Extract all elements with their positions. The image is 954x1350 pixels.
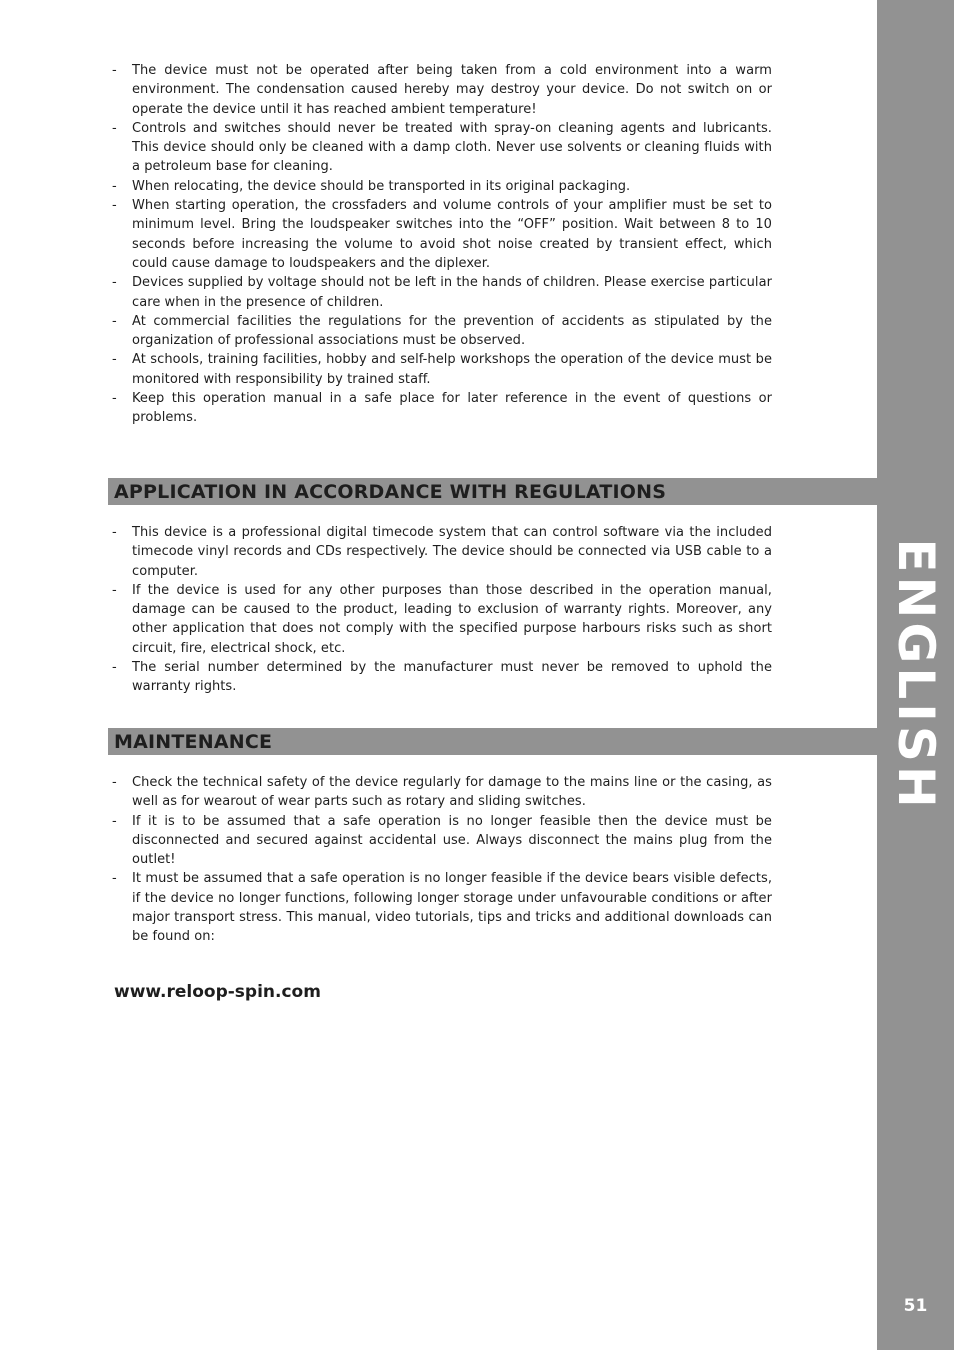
- list-item: - The device must not be operated after being taken from a cold environment into a warm environment. The condensation caused hereby may destroy your device. Do not switch on or operate the device until it has reached ambient temperature!: [112, 63, 772, 117]
- list-item: - Devices supplied by voltage should not be left in the hands of children. Please exercise particular care when in the presence of children.: [112, 275, 772, 310]
- application-heading-bar: [108, 478, 877, 505]
- safety-list: [112, 61, 772, 428]
- list-item: - When starting operation, the crossfaders and volume controls of your amplifier must be set to minimum level. Bring the loudspeaker switches into the “OFF” position. Wait between 8 to 10 seconds before increasing the volume to avoid shot noise created by transient effect, which could cause damage to loudspeakers and the diplexer.: [112, 198, 772, 271]
- list-item: - Check the technical safety of the device regularly for damage to the mains line or the casing, as well as for wearout of wear parts such as rotary and sliding switches.: [112, 775, 772, 810]
- list-item: - At commercial facilities the regulations for the prevention of accidents as stipulated by the organization of professional associations must be observed.: [112, 313, 772, 349]
- list-item: - Controls and switches should never be treated with spray-on cleaning agents and lubricants. This device should only be cleaned with a damp cloth. Never use solvents or cleaning fluids with a petroleum base for cleaning.: [112, 120, 772, 175]
- list-item: - If it is to be assumed that a safe operation is no longer feasible then the device must be disconnected and secured against accidental use. Always disconnect the mains plug from the outlet!: [112, 813, 772, 868]
- list-item: - The serial number determined by the manufacturer must never be removed to uphold the warranty rights.: [112, 660, 772, 695]
- maintenance-list: [112, 773, 772, 947]
- list-item: - If the device is used for any other purposes than those described in the operation manual, damage can be caused to the product, leading to exclusion of warranty rights. Moreover, any other application that does not comply with the specified purpose harbours risks such as short circuit, fire, electrical shock, etc.: [112, 582, 772, 656]
- list-item: - This device is a professional digital timecode system that can control software via the included timecode vinyl records and CDs respectively. The device should be connected via USB cable to a computer.: [112, 525, 772, 579]
- maintenance-heading: MAINTENANCE: [114, 731, 273, 753]
- maintenance-heading-bar: [108, 728, 877, 755]
- list-item: - It must be assumed that a safe operation is no longer feasible if the device bears visible defects, if the device no longer functions, following longer storage under unfavourable conditions or after major transport stress. This manual, video tutorials, tips and tricks and additional downloads can be found on:: [112, 871, 772, 945]
- list-item: - When relocating, the device should be transported in its original packaging.: [112, 178, 631, 194]
- website-link[interactable]: www.reloop-spin.com: [114, 982, 321, 1002]
- application-heading: APPLICATION IN ACCORDANCE WITH REGULATIONS: [114, 481, 667, 503]
- page-number: 51: [903, 1296, 928, 1316]
- list-item: - At schools, training facilities, hobby and self-help workshops the operation of the device must be monitored with responsibility by trained staff.: [112, 352, 772, 387]
- list-item: - Keep this operation manual in a safe place for later reference in the event of questions or problems.: [112, 391, 772, 426]
- application-list: [112, 523, 772, 697]
- language-label: ENGLISH: [887, 538, 945, 812]
